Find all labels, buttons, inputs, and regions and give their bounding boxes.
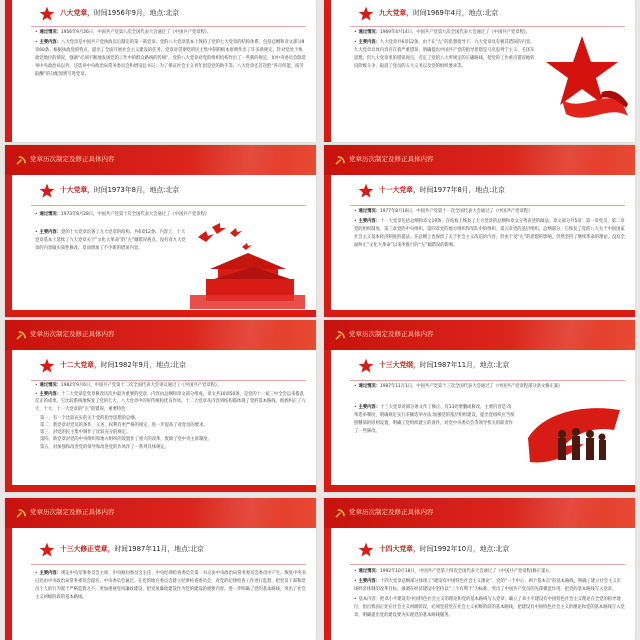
slide-heading: 十三大修正党章，时间1987年11月，地点:北京 [60, 545, 204, 553]
slide-header: 党章历次制定及修正具体内容 [324, 498, 635, 528]
slide-heading: 十大党章，时间1973年8月，地点:北京 [60, 186, 180, 194]
slide-header: 党章历次制定及修正具体内容 [324, 145, 635, 175]
red-star-ribbon-graphic [542, 30, 632, 130]
red-brush-soldiers-graphic [524, 404, 624, 470]
slide-body-main: • 主要内容：十三大党章对部分条文作了修正。有13处增删或修改。主要内容是:改革选举制度，明确规定实行差额选举办法;加强党的基层组织建设，提出党组织应当按照精简的原则设置，明确了党组织建立的条件，对党中央委员会等领导机关的职责作了一些修改。 [354, 404, 515, 438]
slide-13th-program [324, 320, 635, 492]
slide-10th-party-constitution [5, 145, 316, 317]
slide-9th-party-constitution [324, 0, 635, 142]
slide-body: • 通过情况：1992年10月18日，中国共产党第十四次全国代表大会通过了《中国共产党章程(修正案)》。 • 主要内容：十四大党章总纲部分体现了“建设有中国特色社会主义理论”、党的“一个中心、两个基本点”的基本路线，明确了建立社会主义市场经济体制的改革目标，强调在经济建设中坚持以“三个有利于”为标准，突出了中国共产党员的先锋模范作用，把党的基本路线写入党章。 • 基本内容：把邓小平建设有中国特色社会主义的理论和党的基本路线写入党章，确立了邓小平建设有中国特色社会主义理论在全党的指导地位，指出我国正处在社会主义初级阶段，必须坚持党在社会主义初级阶段的基本路线，把建设有中国特色社会主义的理论和党的基本路线写入党章，明确提出党的建设要为实现党的基本路线服务。 [354, 568, 625, 623]
slide-14th-party-constitution [324, 498, 635, 640]
star-icon [39, 358, 55, 374]
slide-heading: 九大党章，时间1969年4月，地点:北京 [379, 9, 499, 17]
star-icon [358, 6, 374, 22]
slide-body: • 通过情况：1973年8月28日，中国共产党第十次全国代表大会通过了《中国共产党章程》 [35, 211, 306, 221]
slide-body: • 通过情况：1969年4月14日，中国共产党第九次全国代表大会通过了《中国共产党章程》。 • 主要内容：九大党章共6章12条，由于在“左”的思想指导下，九大党章具有极其错误的内容。九大党章具体内容存在着严重错误，明确提出中国共产党的指导思想是马克思列宁主义、毛泽东思想。但九大党章里的错误观点，否定了党的八大所规定的正确路线，把党的工作重点错误地转向阶级斗争，取消了党员的五大义务以及党的组织要求等。 [354, 29, 535, 73]
slide-body-main: • 主要内容：党的十大党章沿袭了九大党章的结构，共6章12条。内容上，十大党章基本上延续了九大党章关于“文化大革命”的“左”倾错误观点，没有对九大党章的内容做实质性修改，反而增加了不少新的错误内容。 [35, 229, 186, 255]
star-icon [358, 358, 374, 374]
star-icon [358, 183, 374, 199]
slide-body: • 通过情况：1977年8月18日，中国共产党第十一次全国代表大会通过了《中国共产党章程》 • 主要内容：十一大党章包括总纲和章文19条，在结构上恢复了七大党章的总纲和章文分列表述的做法。章文部分共5章：第一章党员、第二章党的组织制度、第三章党的中央组织、第四章党的地方组织和军队中的组织、第五章党的基层组织。总纲部分，它恢复了党的八大关于中国国家社会主义基本经济制度的提法。在总纲上也保留了关于社会主义改造的内容，但由于受“左”的思想的影响，仍然坚持了继续革命的理论，没有全面纠正“文化大革命”以来所推行的“左”倾错误的影响。 [354, 208, 625, 252]
slide-body: • 主要内容：规定中央军事委员会主席、中央顾问委员会主任、中央纪律检查委员会第一书记由中央政治局常务委员会委员中产生。恢复中央书记处由中央政治局常务委员会提名，中央委员会通过。在党的地方委员会建立纪律检查委员会，对党的纪律检查工作进行监督，把党员干部和党员个人的行为置于严格监督之下，更加重视党风廉政建设，把党风廉政建设作为党的建设的重要内容，进一步明确了党的基本路线，突出了社会主义初级阶段的基本路线。 [35, 570, 306, 604]
slide-heading: 八大党章，时间1956年9月，地点:北京 [60, 9, 180, 17]
slide-11th-party-constitution [324, 145, 635, 317]
slide-heading: 十三大党纲，时间1987年11月，地点:北京 [379, 361, 510, 369]
slide-heading: 十二大党章，时间1982年9月，地点:北京 [60, 361, 186, 369]
slide-body: • 通过情况：1956年9月26日，中国共产党第八次全国代表大会通过了《中国共产党章程》。 • 主要内容：八大党章是中国共产党执政以后制定的第一部党章。党的八大党章基本上保持了党的七大党章的结构体系，包括总纲和章文部分9章60条。根据执政党的特点，提出了全面开展社会主义建设的任务。党章对贯彻党的民主集中制的根本原则作出了许多新规定。针对党处于执政党地位的情况，强调“必须不断地发扬党的工作中的群众路线的传统”。党的八大党章对党的组织机构作出了一些新的规定，如中央委员会除选举中央政治局以外，还选举中央政治局常务委员会和增设总书记；为了保证社会主义青年团是党的助手等。八大党章还首次把“各尽所能、按劳取酬”的分配原则写进党章。 [35, 29, 306, 82]
point-1: 第一、有一个比较充实的关于党的指导思想的总纲。 [40, 415, 139, 421]
slide-header: 党章历次制定及修正具体内容 [5, 145, 316, 175]
party-emblem-icon [335, 509, 346, 518]
party-emblem-icon [335, 156, 346, 165]
party-emblem-icon [16, 331, 27, 340]
star-icon [39, 542, 55, 558]
slide-header: 党章历次制定及修正具体内容 [5, 498, 316, 528]
slide-body: • 通过情况：1982年9月6日，中国共产党第十二次全国代表大会审议通过了《中国共产党章程》。 • 主要内容：十二大党章是党章修改历次中最为重要的党章，内容由总纲和章文部分组成，章文共10章50条，是党的十一届三中全会以来拨乱反正的成果。它比较系统地恢复了党的七大、八大党章中的好传统和优良作风。十二大党章从内容到结构都体现了党的基本路线，彻底纠正了九大、十大、十一大党章的“左”的错误，重要特色： 第一、有一个比较充实的关于党的指导思想的总纲。 第二、新党章对党员的条件、义务、权利有更严格的规定，进一步提高了对党员的要求。 第三、对党的民主集中制作了比较充分的规定。 第四、新党章对党的中央组织和地方组织的设置作了重大的改革，废除了党中央主席制度。 第五、对加强和改善党的领导和改进党的作风作了一系列具体规定。 [35, 382, 306, 451]
slide-heading: 十四大党章，时间1992年10月，地点:北京 [379, 545, 510, 553]
star-icon [39, 183, 55, 199]
point-3: 第三、对党的民主集中制作了比较充分的规定。 [40, 430, 131, 436]
star-icon [358, 542, 374, 558]
point-5: 第五、对加强和改善党的领导和改进党的作风作了一系列具体规定。 [40, 444, 169, 450]
point-1: • 基本内容：把邓小平建设有中国特色社会主义的理论和党的基本路线写入党章，确立了邓小平建设有中国特色社会主义理论在全党的指导地位，指出我国正处在社会主义初级阶段，必须坚持党在社会主义初级阶段的基本路线，把建设有中国特色社会主义的理论和党的基本路线写入党章，明确提出党的建设要为实现党的基本路线服务。 [354, 596, 625, 620]
party-emblem-icon [16, 509, 27, 518]
party-emblem-icon [335, 331, 346, 340]
slide-header: 党章历次制定及修正具体内容 [324, 320, 635, 350]
slide-header: 党章历次制定及修正具体内容 [5, 320, 316, 350]
point-2: 第二、新党章对党员的条件、义务、权利有更严格的规定，进一步提高了对党员的要求。 [40, 423, 208, 429]
slide-12th-party-constitution [5, 320, 316, 492]
slide-8th-party-constitution [5, 0, 316, 142]
slide-13th-revised-constitution [5, 498, 316, 640]
party-emblem-icon [16, 156, 27, 165]
star-icon [39, 6, 55, 22]
slide-heading: 十一大党章，时间1977年8月，地点:北京 [379, 186, 505, 194]
slide-body: • 通过情况：1987年11月1日，中国共产党第十三次全国代表大会通过了《中国共产党章程部分条文修正案》 [354, 383, 625, 393]
tiananmen-doves-graphic [190, 223, 305, 309]
point-4: 第四、新党章对党的中央组织和地方组织的设置作了重大的改革，废除了党中央主席制度。 [40, 437, 212, 443]
